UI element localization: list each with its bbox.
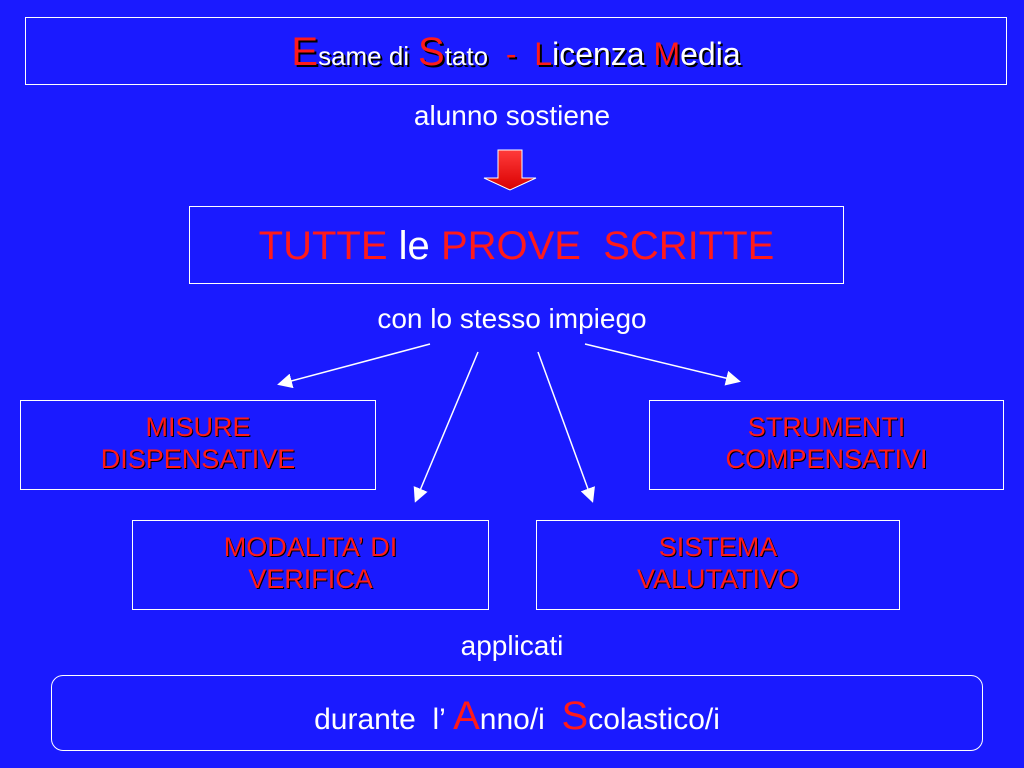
bottom-letter-a: A <box>453 694 480 738</box>
misure-line-2: DISPENSATIVE <box>100 444 296 474</box>
strumenti-line-2: COMPENSATIVI <box>725 444 928 474</box>
title-letter-m: M <box>653 36 681 72</box>
anno-scolastico-text <box>52 694 982 739</box>
caption-alunno-sostiene: alunno sostiene <box>413 100 611 131</box>
caption-applicati: applicati <box>460 630 564 661</box>
title-dash: - <box>505 36 517 72</box>
title-word-tato: tato <box>444 41 489 71</box>
modalita-line-2: VERIFICA <box>248 564 373 594</box>
prove-word-tutte: TUTTE <box>258 224 388 268</box>
arrow-to-misure <box>280 344 430 384</box>
sistema-valutativo-box <box>536 520 900 610</box>
prove-scritte-box <box>189 206 844 284</box>
prove-word-le: le <box>398 224 430 268</box>
bottom-letter-s: S <box>561 694 589 738</box>
title-word-edia: edia <box>680 36 741 72</box>
arrow-to-modalita <box>416 352 478 500</box>
arrow-to-strumenti <box>585 344 738 381</box>
prove-scritte-text <box>190 224 843 269</box>
bottom-word-colastico: colastico/i <box>588 703 720 736</box>
arrow-to-sistema <box>538 352 592 500</box>
anno-scolastico-box <box>51 675 983 751</box>
title-letter-l: L <box>534 36 553 72</box>
title-letter-s: S <box>418 30 445 74</box>
bottom-word-nno: nno/i <box>479 703 545 736</box>
strumenti-line-1: STRUMENTI <box>747 412 906 442</box>
bottom-word-durante: durante l’ <box>314 703 445 736</box>
misure-dispensative-text <box>21 411 375 475</box>
modalita-line-1: MODALITA’ DI <box>223 532 398 562</box>
sistema-line-1: SISTEMA <box>658 532 778 562</box>
modalita-verifica-text <box>133 531 488 595</box>
misure-line-1: MISURE <box>145 412 251 442</box>
title-letter-e: E <box>291 30 319 74</box>
sistema-valutativo-text <box>537 531 899 595</box>
misure-dispensative-box <box>20 400 376 490</box>
modalita-verifica-box <box>132 520 489 610</box>
sistema-line-2: VALUTATIVO <box>636 564 800 594</box>
strumenti-compensativi-text <box>650 411 1003 475</box>
caption-stesso-impiego: con lo stesso impiego <box>377 303 647 334</box>
title-word-icenza: icenza <box>552 36 645 72</box>
title-word-same-di: same di <box>318 41 410 71</box>
prove-word-prove-scritte: PROVE SCRITTE <box>440 224 775 268</box>
strumenti-compensativi-box <box>649 400 1004 490</box>
down-arrow-icon <box>484 150 536 190</box>
